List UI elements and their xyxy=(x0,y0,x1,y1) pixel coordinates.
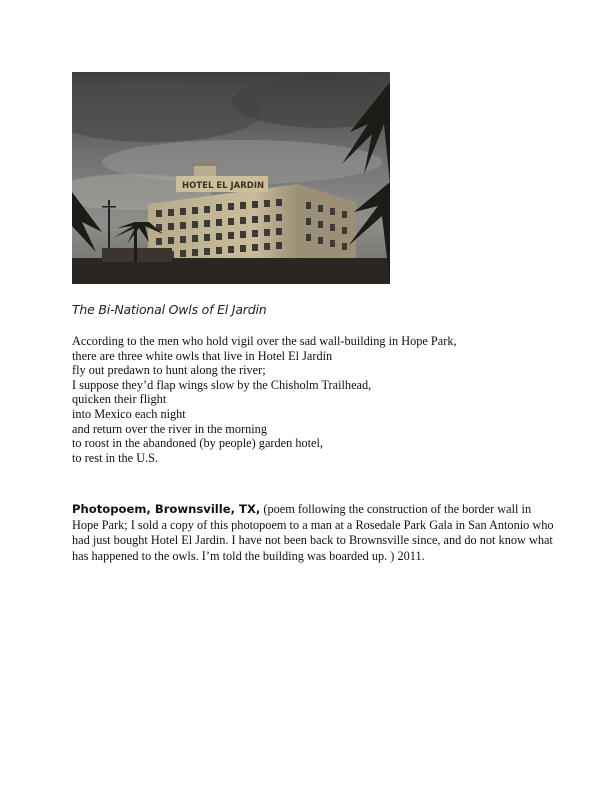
photopoem-note xyxy=(72,502,560,564)
photopoem-note-body: (poem following the construction of the border wall in Hope Park; I sold a copy of this photopoem to a man at a Rosedale Park Gala in San Antonio who had just bought Hotel El Jardin. I have not been back to Brownsville since, and do not know what has happened to the owls. I’m told the building was boarded up. ) 2011. xyxy=(72,502,554,564)
poem-body xyxy=(72,334,552,465)
poem-line: quicken their flight xyxy=(72,392,167,407)
poem-line: fly out predawn to hunt along the river; xyxy=(72,363,266,378)
hotel-el-jardin-photo xyxy=(72,72,390,284)
poem-line: and return over the river in the morning xyxy=(72,421,267,436)
poem-line: According to the men who hold vigil over the sad wall-building in Hope Park, xyxy=(72,334,457,348)
hotel-sign-text: HOTEL EL JARDIN xyxy=(182,181,265,191)
poem-line: to roost in the abandoned (by people) garden hotel, xyxy=(72,436,323,451)
poem-line: into Mexico each night xyxy=(72,406,186,421)
poem-line: to rest in the U.S. xyxy=(72,450,159,465)
poem-line: there are three white owls that live in Hotel El Jardín xyxy=(72,348,333,363)
poem-title: The Bi-National Owls of El Jardin xyxy=(72,302,267,317)
poem-line: I suppose they’d flap wings slow by the Chisholm Trailhead, xyxy=(72,377,372,392)
photopoem-note-lead: Photopoem, Brownsville, TX, xyxy=(72,502,261,517)
